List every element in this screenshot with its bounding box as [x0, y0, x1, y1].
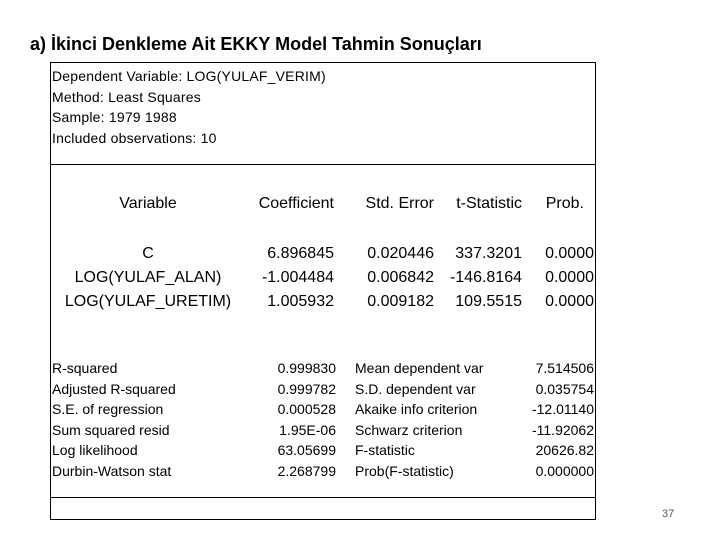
row-t-statistic: -146.8164	[449, 269, 522, 286]
stats-right-labels	[355, 358, 515, 482]
stat-label: S.D. dependent var	[355, 380, 476, 397]
page-title: a) İkinci Denkleme Ait EKKY Model Tahmin Sonuçları	[30, 34, 482, 54]
stat-value: 0.999782	[277, 380, 336, 397]
row-t-statistic: 337.3201	[455, 245, 522, 262]
stat-value: -12.01140	[531, 401, 594, 418]
stat-value: 63.05699	[277, 442, 336, 459]
stat-value: -11.92062	[531, 421, 594, 438]
stat-label: Prob(F-statistic)	[355, 462, 454, 479]
row-prob: 0.0000	[545, 293, 594, 310]
stat-value: 2.268799	[277, 462, 336, 479]
stat-label: Sum squared resid	[52, 421, 170, 438]
stat-label: Schwarz criterion	[355, 421, 463, 438]
row-prob: 0.0000	[545, 269, 594, 286]
column-header-variable: Variable	[119, 195, 177, 212]
stats-left-labels	[52, 358, 202, 482]
column-header-coefficient: Coefficient	[258, 195, 334, 212]
column-header-t-statistic: t-Statistic	[456, 195, 522, 212]
stat-label: Log likelihood	[52, 442, 138, 459]
stat-label: S.E. of regression	[52, 401, 164, 418]
stat-label: Adjusted R-squared	[52, 380, 176, 397]
row-variable: LOG(YULAF_URETIM)	[64, 293, 232, 310]
row-coefficient: 6.896845	[267, 245, 334, 262]
method-line: Method: Least Squares	[52, 88, 201, 105]
stat-label: R-squared	[52, 360, 118, 376]
stat-label: F-statistic	[355, 442, 415, 459]
header-divider	[50, 164, 596, 165]
row-variable: LOG(YULAF_ALAN)	[74, 269, 222, 286]
stat-label: Akaike info criterion	[355, 401, 478, 418]
dependent-variable-line: Dependent Variable: LOG(YULAF_VERIM)	[52, 68, 326, 84]
column-header-std-error: Std. Error	[365, 195, 434, 212]
row-prob: 0.0000	[545, 245, 594, 262]
stat-value: 0.035754	[535, 380, 594, 397]
stat-label: Mean dependent var	[355, 360, 484, 376]
model-header	[52, 66, 326, 149]
column-header-prob: Prob.	[545, 195, 584, 212]
stat-value: 0.999830	[277, 360, 336, 376]
stats-left-values	[250, 358, 336, 482]
stat-value: 1.95E-06	[279, 421, 336, 438]
row-variable: C	[142, 245, 154, 262]
row-coefficient: 1.005932	[267, 293, 334, 310]
sample-line: Sample: 1979 1988	[52, 109, 177, 126]
row-std-error: 0.006842	[367, 269, 434, 286]
stats-right-values	[510, 358, 594, 482]
observations-line: Included observations: 10	[52, 130, 217, 147]
row-std-error: 0.020446	[367, 245, 434, 262]
stat-value: 20626.82	[535, 442, 594, 459]
stat-value: 0.000528	[277, 401, 336, 418]
footer-divider	[50, 497, 596, 498]
row-coefficient: -1.004484	[261, 269, 334, 286]
page-number: 37	[662, 508, 675, 520]
row-std-error: 0.009182	[367, 293, 434, 310]
stat-value: 0.000000	[535, 462, 594, 479]
row-t-statistic: 109.5515	[455, 293, 522, 310]
stat-label: Durbin-Watson stat	[52, 462, 172, 479]
stat-value: 7.514506	[535, 360, 594, 376]
